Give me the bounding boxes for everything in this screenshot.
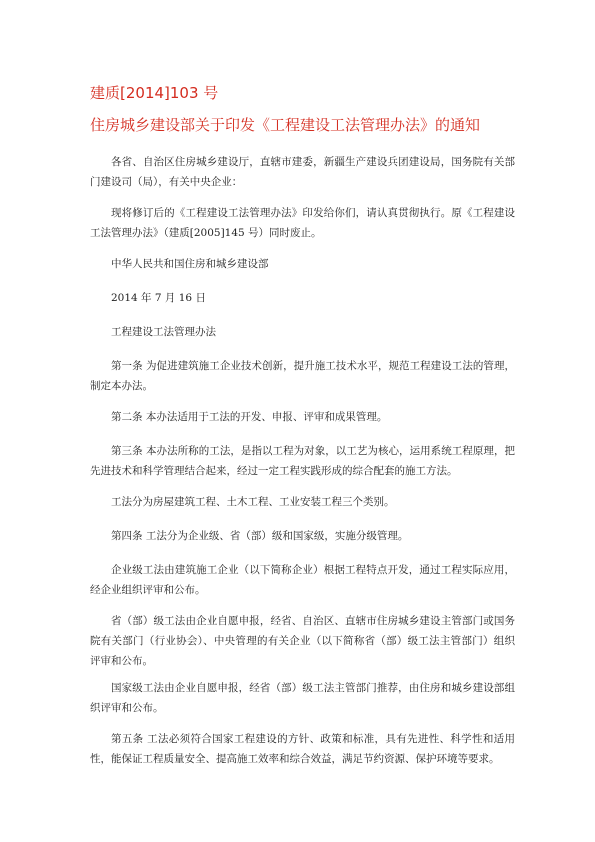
issuer-name: 中华人民共和国住房和城乡建设部 — [111, 258, 269, 270]
article-3: 第三条 本办法所称的工法，是指以工程为对象，以工艺为核心，运用系统工程原理，把先进技术和科学管理结合起来，经过一定工程实践形成的综合配套的施工方法。 — [90, 445, 515, 477]
article-4-national-level: 国家级工法由企业自愿申报，经省（部）级工法主管部门推荐，由住房和城乡建设部组织评审和公布。 — [90, 682, 515, 714]
article-3-categories: 工法分为房屋建筑工程、土木工程、工业安装工程三个类别。 — [111, 496, 395, 508]
regulation-title: 工程建设工法管理办法 — [111, 326, 216, 338]
article-4: 第四条 工法分为企业级、省（部）级和国家级，实施分级管理。 — [111, 530, 409, 542]
document-number: 建质[2014]103 号 — [90, 84, 219, 102]
paragraph-addressees: 各省、自治区住房城乡建设厅，直辖市建委，新疆生产建设兵团建设局，国务院有关部门建设司（局），有关中央企业： — [90, 156, 515, 188]
article-2: 第二条 本办法适用于工法的开发、申报、评审和成果管理。 — [111, 411, 388, 423]
issue-date: 2014 年 7 月 16 日 — [111, 292, 206, 304]
article-5: 第五条 工法必须符合国家工程建设的方针、政策和标准，具有先进性、科学性和适用性，能保证工程质量安全、提高施工效率和综合效益，满足节约资源、保护环境等要求。 — [90, 733, 515, 765]
article-4-enterprise-level: 企业级工法由建筑施工企业（以下简称企业）根据工程特点开发，通过工程实际应用，经企业组织评审和公布。 — [90, 564, 515, 596]
article-1: 第一条 为促进建筑施工企业技术创新，提升施工技术水平，规范工程建设工法的管理，制定本办法。 — [90, 360, 515, 392]
article-4-provincial-level: 省（部）级工法由企业自愿申报，经省、自治区、直辖市住房城乡建设主管部门或国务院有关部门（行业协会）、中央管理的有关企业（以下简称省（部）级工法主管部门）组织评审和公布。 — [90, 615, 515, 667]
paragraph-issuance: 现将修订后的《工程建设工法管理办法》印发给你们，请认真贯彻执行。原《工程建设工法管理办法》（建质[2005]145 号）同时废止。 — [90, 207, 515, 239]
notice-title: 住房城乡建设部关于印发《工程建设工法管理办法》的通知 — [90, 116, 481, 134]
